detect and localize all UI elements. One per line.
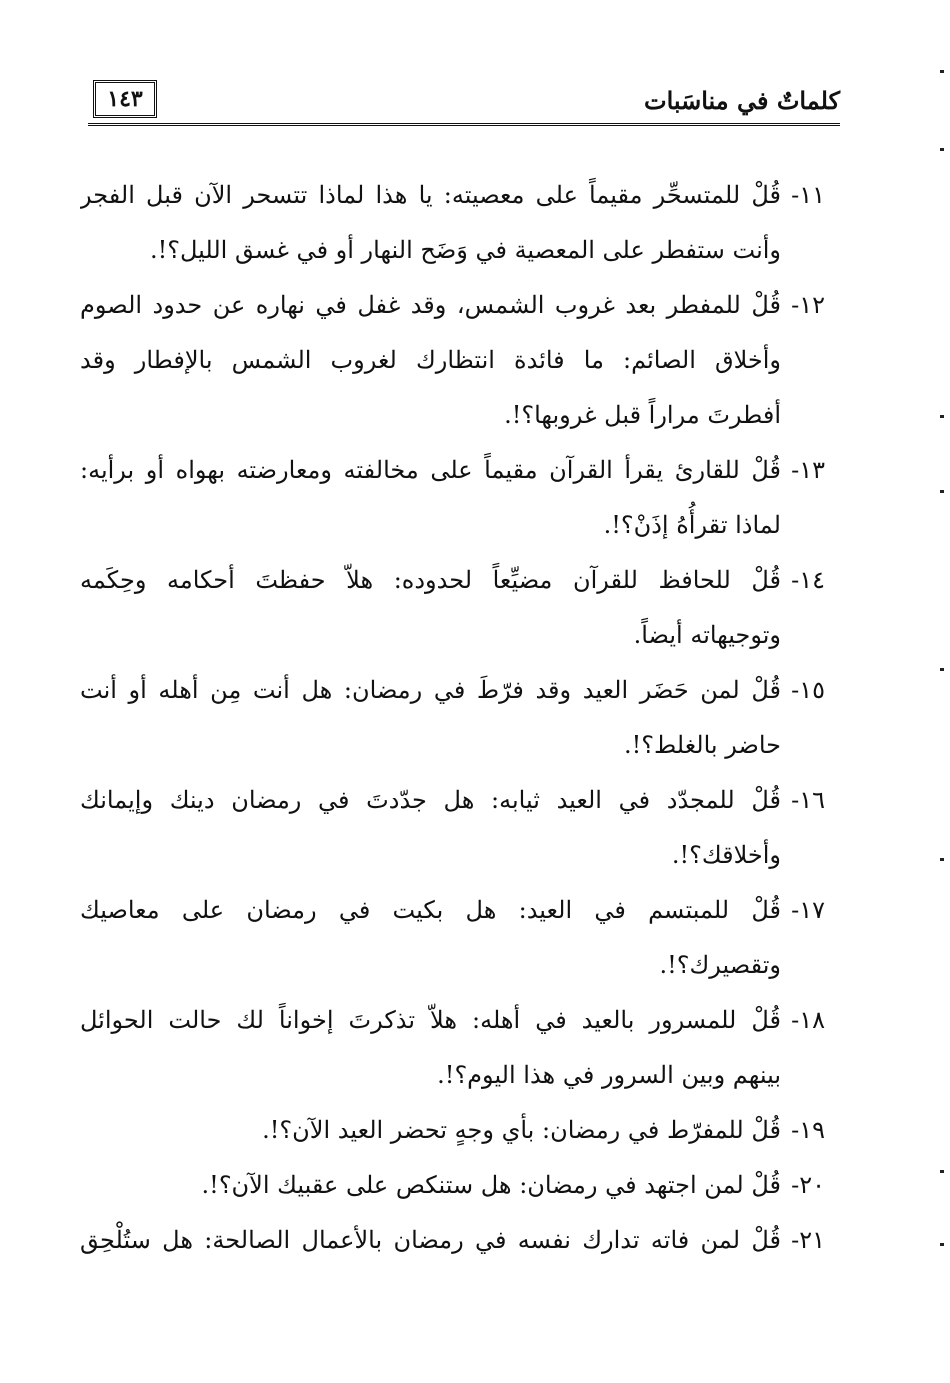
item-line — [80, 993, 825, 1048]
list-item-20 — [80, 1158, 825, 1213]
item-text: قُلْ للمسرور بالعيد في أهله: هلاّ تذكرتَ إخواناً لك حالت الحوائل — [80, 1006, 781, 1034]
item-text: قُلْ للقارئ يقرأ القرآن مقيماً على مخالفته ومعارضته بهواه أو برأيه: — [80, 456, 781, 484]
item-line: وأخلاقك؟!. — [671, 841, 781, 869]
page-body — [80, 168, 825, 1268]
page-number: ١٤٣ — [93, 80, 157, 118]
item-text: قُلْ لمن حَضَر العيد وقد فرّطَ في رمضان: هل أنت مِن أهله أو أنت — [80, 676, 781, 704]
list-item-14 — [80, 553, 825, 663]
item-number: ١٣- — [791, 456, 825, 484]
list-item-13 — [80, 443, 825, 553]
item-line — [80, 773, 825, 828]
item-line — [80, 443, 825, 498]
list-item-16 — [80, 773, 825, 883]
item-line — [80, 883, 825, 938]
item-text: قُلْ لمن فاته تدارك نفسه في رمضان بالأعمال الصالحة: هل ستُلْحِق — [80, 1226, 781, 1254]
item-line — [80, 1213, 825, 1268]
item-text: قُلْ للمبتسم في العيد: هل بكيت في رمضان على معاصيك — [80, 896, 781, 924]
item-number: ١٥- — [791, 676, 825, 704]
item-line: لماذا تقرأُهُ إذَنْ؟!. — [603, 511, 781, 539]
margin-mark — [940, 70, 944, 73]
item-line: حاضر بالغلط؟!. — [623, 731, 781, 759]
list-item-17 — [80, 883, 825, 993]
item-number: ١٤- — [791, 566, 825, 594]
header-rule — [88, 123, 840, 126]
margin-mark — [940, 858, 944, 861]
item-number: ١٨- — [791, 1006, 825, 1034]
margin-mark — [940, 490, 944, 493]
item-line — [80, 553, 825, 608]
margin-mark — [940, 148, 944, 151]
item-number: ١٢- — [791, 291, 825, 319]
item-text: قُلْ لمن اجتهد في رمضان: هل ستنكص على عقبيك الآن؟!. — [201, 1171, 781, 1199]
item-number: ١٦- — [791, 786, 825, 814]
item-number: ٢٠- — [791, 1171, 825, 1199]
item-line — [80, 1103, 825, 1158]
item-line — [80, 663, 825, 718]
margin-mark — [940, 1243, 944, 1246]
item-number: ١٧- — [791, 896, 825, 924]
item-text: قُلْ للمتسحِّر مقيماً على معصيته: يا هذا لماذا تتسحر الآن قبل الفجر — [80, 181, 781, 209]
item-line — [80, 1158, 825, 1213]
margin-mark — [940, 1170, 944, 1173]
list-item-12 — [80, 278, 825, 443]
item-line — [80, 168, 825, 223]
item-line — [80, 278, 825, 333]
page-header — [88, 78, 840, 130]
item-line: وأخلاق الصائم: ما فائدة انتظارك لغروب الشمس بالإفطار وقد — [80, 346, 781, 374]
item-text: قُلْ للمجدّد في العيد ثيابه: هل جدّدتَ في رمضان دينك وإيمانك — [80, 786, 781, 814]
list-item-15 — [80, 663, 825, 773]
item-text: قُلْ للحافظ للقرآن مضيِّعاً لحدوده: هلاّ حفظتَ أحكامه وحِكَمه — [80, 566, 781, 594]
list-item-18 — [80, 993, 825, 1103]
running-title: كلماتٌ في مناسَبات — [643, 86, 840, 115]
item-line: وتوجيهاته أيضاً. — [633, 621, 781, 649]
item-number: ٢١- — [791, 1226, 825, 1254]
item-line: بينهم وبين السرور في هذا اليوم؟!. — [437, 1061, 781, 1089]
margin-mark — [940, 668, 944, 671]
item-text: قُلْ للمفرّط في رمضان: بأي وجهٍ تحضر العيد الآن؟!. — [262, 1116, 781, 1144]
item-number: ١١- — [791, 181, 825, 209]
list-item-19 — [80, 1103, 825, 1158]
item-line: وأنت ستفطر على المعصية في وَضَح النهار أو في غسق الليل؟!. — [149, 236, 781, 264]
item-line: أفطرتَ مراراً قبل غروبها؟!. — [504, 401, 781, 429]
item-text: قُلْ للمفطر بعد غروب الشمس، وقد غفل في نهاره عن حدود الصوم — [80, 291, 781, 319]
list-item-21 — [80, 1213, 825, 1268]
item-number: ١٩- — [791, 1116, 825, 1144]
list-item-11 — [80, 168, 825, 278]
item-line: وتقصيرك؟!. — [659, 951, 781, 979]
margin-mark — [940, 415, 944, 418]
